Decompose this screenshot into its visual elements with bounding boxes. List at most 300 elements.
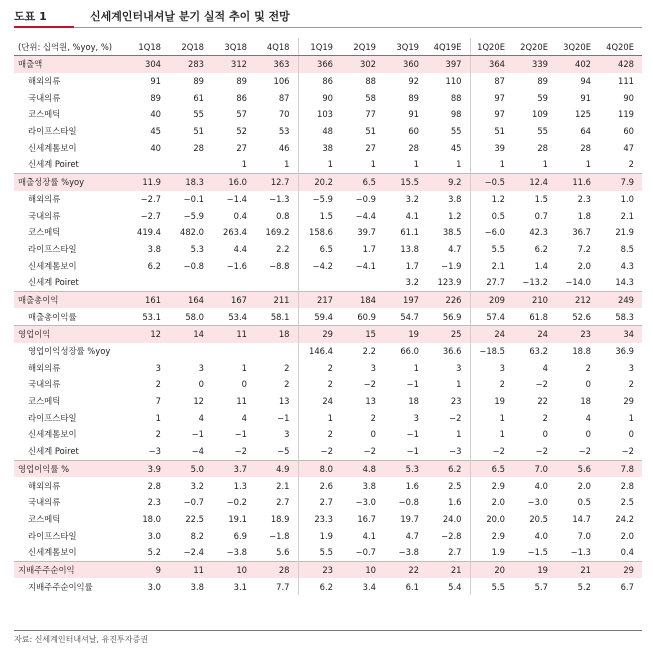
table-cell: 0.5: [577, 497, 591, 508]
table-cell: 4.4: [233, 243, 247, 254]
table-row: [14, 544, 642, 561]
table-cell: 15: [341, 326, 384, 343]
table-cell: −2: [535, 379, 548, 390]
source-note: 자료: 신세계인터내셔날, 유진투자증권: [14, 635, 148, 644]
table-cell: 36.9: [615, 346, 634, 357]
table-cell: 77: [365, 109, 376, 120]
table-cell: 88: [450, 92, 462, 103]
table-row: [14, 224, 642, 241]
column-header: 1Q18: [126, 38, 169, 56]
table-cell: −14.0: [565, 277, 591, 288]
table-cell: 89: [537, 76, 548, 87]
table-cell: 2.9: [470, 477, 513, 494]
table-cell: 2: [284, 379, 290, 390]
table-cell: 89: [193, 76, 204, 87]
table-cell: 3.8: [448, 193, 462, 204]
table-cell: 4.8: [341, 460, 384, 477]
table-cell: 28: [408, 142, 419, 153]
row-label: 국내의류: [28, 379, 61, 390]
table-section-row: [14, 460, 642, 477]
table-cell: 0: [585, 429, 591, 440]
table-row: [14, 494, 642, 511]
table-cell: 40: [150, 109, 161, 120]
table-cell: 3.8: [147, 243, 161, 254]
table-cell: 87: [470, 73, 513, 90]
table-cell: 90: [623, 92, 634, 103]
table-cell: 197: [384, 291, 427, 308]
table-row: [14, 477, 642, 494]
table-cell: 1: [628, 412, 634, 423]
table-cell: 53.1: [142, 311, 161, 322]
table-cell: 0: [542, 429, 548, 440]
table-cell: 2.3: [147, 497, 161, 508]
table-cell: 27: [365, 142, 376, 153]
header-row: [14, 38, 642, 56]
table-cell: 1: [542, 159, 548, 170]
table-cell: −1.5: [527, 547, 548, 558]
table-cell: −1: [277, 412, 290, 423]
table-cell: 18: [408, 396, 419, 407]
table-cell: 6.2: [534, 243, 548, 254]
table-cell: −3.0: [355, 497, 376, 508]
table-cell: 13: [278, 396, 290, 407]
table-cell: 1.0: [620, 193, 634, 204]
table-cell: 1.2: [470, 191, 513, 208]
table-cell: 103: [298, 106, 341, 123]
table-body: [14, 56, 642, 596]
row-label: 영업이익: [14, 326, 126, 343]
table-cell: 3.0: [147, 581, 161, 592]
table-cell: [298, 274, 341, 291]
table-cell: 2: [628, 379, 634, 390]
table-cell: 55: [450, 126, 462, 137]
table-cell: 36.6: [442, 346, 462, 357]
table-cell: 364: [470, 56, 513, 73]
table-cell: 8.5: [620, 243, 634, 254]
table-cell: 51: [193, 126, 204, 137]
table-cell: 4: [542, 362, 548, 373]
table-cell: 2.5: [448, 480, 462, 491]
table-cell: 5.0: [169, 460, 212, 477]
table-cell: 7.8: [599, 460, 642, 477]
table-cell: 23: [298, 561, 341, 578]
table-cell: 1.6: [448, 497, 462, 508]
table-cell: 2.2: [362, 346, 376, 357]
table-cell: 283: [169, 56, 212, 73]
table-cell: −13.2: [522, 277, 548, 288]
table-cell: 0.8: [276, 210, 290, 221]
table-cell: 2.9: [470, 527, 513, 544]
table-row: [14, 308, 642, 325]
table-cell: 0.7: [534, 210, 548, 221]
table-cell: 34: [599, 326, 642, 343]
row-label: 라이프스타일: [28, 412, 77, 423]
row-label: 신세계 Poiret: [28, 446, 79, 457]
table-cell: 2.5: [620, 497, 634, 508]
table-cell: 66.0: [400, 346, 419, 357]
table-cell: 4.7: [448, 243, 462, 254]
table-cell: 55: [193, 109, 204, 120]
table-cell: 2.8: [147, 480, 161, 491]
table-cell: 5.7: [534, 581, 548, 592]
table-cell: 18.3: [169, 173, 212, 190]
table-cell: 1: [284, 159, 290, 170]
table-cell: 2.7: [448, 547, 462, 558]
table-cell: 2: [470, 376, 513, 393]
table-cell: 211: [255, 291, 298, 308]
table-cell: 6.2: [147, 260, 161, 271]
table-cell: 210: [513, 291, 556, 308]
table-cell: 7.0: [577, 530, 591, 541]
table-cell: 18.9: [270, 513, 290, 524]
table-cell: 0: [370, 429, 376, 440]
table-cell: 53: [278, 126, 290, 137]
table-cell: 4.0: [534, 530, 548, 541]
table-cell: −1: [191, 429, 204, 440]
row-label: 영업이익률 %: [14, 460, 126, 477]
table-cell: 2.0: [620, 530, 634, 541]
table-cell: 1.8: [577, 210, 591, 221]
table-cell: [255, 343, 298, 360]
table-cell: [126, 343, 169, 360]
table-cell: 22: [384, 561, 427, 578]
row-label: 매출액: [14, 56, 126, 73]
table-cell: 2: [298, 426, 341, 443]
row-label: 코스메틱: [28, 227, 61, 238]
table-cell: 1.9: [470, 544, 513, 561]
table-cell: 9: [126, 561, 169, 578]
table-cell: 4: [198, 412, 204, 423]
table-cell: 339: [513, 56, 556, 73]
column-header: 1Q19: [298, 38, 341, 56]
table-cell: [169, 274, 212, 291]
table-cell: 158.6: [298, 224, 341, 241]
table-cell: −5.9: [298, 191, 341, 208]
table-cell: 20.0: [470, 511, 513, 528]
table-cell: −3.0: [527, 497, 548, 508]
table-cell: 4.7: [405, 530, 419, 541]
table-cell: 2.2: [276, 243, 290, 254]
row-label: 라이프스타일: [28, 243, 77, 254]
row-label: 해외의류: [28, 193, 61, 204]
table-cell: 58: [365, 92, 376, 103]
table-cell: 64: [580, 126, 591, 137]
table-cell: 0: [198, 379, 204, 390]
table-cell: 4.0: [534, 480, 548, 491]
table-cell: [169, 156, 212, 173]
table-cell: 169.2: [265, 227, 290, 238]
table-cell: −4.2: [298, 257, 341, 274]
table-cell: 1.7: [362, 243, 376, 254]
table-cell: −2: [298, 443, 341, 460]
table-cell: 1: [470, 156, 513, 173]
table-cell: 86: [236, 92, 247, 103]
row-label: 영업이익성장률 %yoy: [28, 346, 111, 357]
table-cell: 1: [456, 379, 462, 390]
table-cell: −2.8: [441, 530, 462, 541]
table-cell: 21: [556, 561, 599, 578]
table-row: [14, 511, 642, 528]
table-cell: 4.1: [405, 210, 419, 221]
table-cell: 2.8: [620, 480, 634, 491]
table-cell: 5.5: [298, 544, 341, 561]
column-header: 1Q20E: [470, 38, 513, 56]
table-cell: 19.1: [228, 513, 247, 524]
table-cell: [126, 274, 169, 291]
column-header: 4Q19E: [427, 38, 470, 56]
table-cell: 16.7: [357, 513, 376, 524]
table-cell: 3: [198, 362, 204, 373]
table-cell: 47: [623, 142, 634, 153]
table-cell: −1: [406, 446, 419, 457]
table-cell: −1: [406, 379, 419, 390]
row-label: 매출총이익률: [28, 311, 77, 322]
table-cell: 161: [126, 291, 169, 308]
column-header: 3Q20E: [556, 38, 599, 56]
row-label: 국내의류: [28, 497, 61, 508]
table-cell: 1.6: [405, 480, 419, 491]
table-cell: 12: [193, 396, 204, 407]
table-row: [14, 578, 642, 595]
table-cell: −2: [470, 443, 513, 460]
table-cell: 20.5: [529, 513, 548, 524]
table-cell: 13.8: [400, 243, 419, 254]
column-header: 3Q18: [212, 38, 255, 56]
column-header: 2Q18: [169, 38, 212, 56]
table-cell: 23.3: [298, 511, 341, 528]
row-label: 신세계톰보이: [28, 429, 77, 440]
table-cell: 11: [236, 396, 247, 407]
row-label: 해외의류: [28, 76, 61, 87]
column-header: 2Q19: [341, 38, 384, 56]
table-cell: 1: [413, 159, 419, 170]
table-cell: 402: [556, 56, 599, 73]
table-cell: 1: [470, 426, 513, 443]
table-cell: −3.8: [398, 547, 419, 558]
table-row: [14, 139, 642, 156]
table-cell: 7.2: [577, 243, 591, 254]
table-cell: 1: [456, 429, 462, 440]
table-row: [14, 274, 642, 291]
table-cell: −2: [621, 446, 634, 457]
table-cell: 0.5: [470, 207, 513, 224]
table-cell: 1.2: [448, 210, 462, 221]
table-cell: −2: [234, 446, 247, 457]
table-cell: 0: [585, 379, 591, 390]
table-cell: 1: [585, 159, 591, 170]
table-cell: 7.7: [276, 581, 290, 592]
table-cell: 59: [537, 92, 548, 103]
table-cell: 29: [298, 326, 341, 343]
row-label: 매출총이익: [14, 291, 126, 308]
table-section-row: [14, 173, 642, 190]
table-cell: −0.9: [355, 193, 376, 204]
table-cell: 16.0: [212, 173, 255, 190]
table-cell: 3.2: [405, 193, 419, 204]
table-cell: 89: [236, 76, 247, 87]
table-cell: [212, 343, 255, 360]
table-cell: 111: [618, 76, 634, 87]
row-label: 코스메틱: [28, 513, 61, 524]
table-cell: 38: [298, 139, 341, 156]
table-cell: 2: [155, 379, 161, 390]
figure-tag: 도표 1: [14, 10, 47, 23]
table-cell: −2: [578, 446, 591, 457]
table-cell: −2: [535, 446, 548, 457]
table-cell: 3.2: [405, 277, 419, 288]
table-cell: 1.9: [298, 527, 341, 544]
table-cell: −4.4: [355, 210, 376, 221]
table-cell: 1: [456, 159, 462, 170]
table-cell: 3: [284, 429, 290, 440]
table-cell: [169, 343, 212, 360]
table-cell: 2: [298, 359, 341, 376]
table-cell: −8.8: [269, 260, 290, 271]
table-cell: 164: [169, 291, 212, 308]
table-cell: 146.4: [298, 343, 341, 360]
table-row: [14, 106, 642, 123]
table-cell: 6.2: [427, 460, 470, 477]
table-cell: 51: [365, 126, 376, 137]
table-cell: 28: [580, 142, 591, 153]
table-cell: −2.7: [140, 193, 161, 204]
table-cell: 91: [408, 109, 419, 120]
table-row: [14, 257, 642, 274]
table-cell: 1: [241, 362, 247, 373]
table-cell: 58.0: [185, 311, 204, 322]
table-row: [14, 426, 642, 443]
table-cell: 110: [445, 76, 462, 87]
table-cell: 52.6: [572, 311, 591, 322]
table-cell: 6.1: [405, 581, 419, 592]
table-cell: 1.3: [233, 480, 247, 491]
table-cell: 3: [628, 362, 634, 373]
table-cell: 4.1: [362, 530, 376, 541]
table-cell: 45: [450, 142, 462, 153]
table-cell: 21: [427, 561, 470, 578]
table-cell: 2: [585, 362, 591, 373]
table-cell: 5.6: [276, 547, 290, 558]
table-cell: 61.8: [529, 311, 548, 322]
table-cell: 2.6: [298, 477, 341, 494]
table-cell: 38.5: [442, 227, 462, 238]
table-cell: 5.6: [556, 460, 599, 477]
table-cell: 3: [470, 359, 513, 376]
table-cell: 29: [599, 561, 642, 578]
table-cell: 24.2: [615, 513, 634, 524]
table-cell: −18.5: [470, 343, 513, 360]
table-cell: 19.7: [400, 513, 419, 524]
table-cell: 97: [470, 89, 513, 106]
table-cell: 1: [155, 412, 161, 423]
table-cell: 125: [575, 109, 591, 120]
table-cell: 2: [155, 429, 161, 440]
table-cell: 2.0: [470, 494, 513, 511]
table-cell: 91: [580, 92, 591, 103]
table-cell: −1.4: [226, 193, 247, 204]
table-cell: 428: [599, 56, 642, 73]
table-cell: 10: [212, 561, 255, 578]
table-row: [14, 343, 642, 360]
table-cell: 5.2: [147, 547, 161, 558]
table-cell: 19: [513, 561, 556, 578]
row-label: 지배주주순이익률: [28, 581, 93, 592]
table-cell: 12: [126, 326, 169, 343]
table-cell: 20: [470, 561, 513, 578]
table-cell: 304: [126, 56, 169, 73]
table-cell: 18: [255, 326, 298, 343]
table-cell: 263.4: [223, 227, 247, 238]
table-cell: 56.9: [442, 311, 462, 322]
table-cell: 39.7: [357, 227, 376, 238]
column-header: 3Q19: [384, 38, 427, 56]
table-cell: 24: [470, 326, 513, 343]
table-cell: 9.2: [427, 173, 470, 190]
table-cell: 217: [298, 291, 341, 308]
table-cell: 2.1: [620, 210, 634, 221]
row-label: 해외의류: [28, 362, 61, 373]
unit-label: (단위: 십억원, %yoy, %): [14, 38, 126, 56]
row-label: 지배주주순이익: [14, 561, 126, 578]
table-cell: 8.2: [190, 530, 204, 541]
table-cell: 88: [365, 76, 376, 87]
row-label: 라이프스타일: [28, 126, 77, 137]
table-cell: −2: [363, 379, 376, 390]
table-cell: 59.4: [298, 308, 341, 325]
table-cell: 0: [241, 379, 247, 390]
table-cell: 360: [384, 56, 427, 73]
table-cell: 14.7: [572, 513, 591, 524]
table-cell: 58.3: [615, 311, 634, 322]
table-cell: 1: [298, 409, 341, 426]
table-cell: 28: [193, 142, 204, 153]
table-row: [14, 207, 642, 224]
table-cell: 18.8: [572, 346, 591, 357]
table-row: [14, 89, 642, 106]
table-cell: 22.5: [185, 513, 204, 524]
table-cell: −0.7: [355, 547, 376, 558]
table-cell: 11.6: [556, 173, 599, 190]
table-cell: 1: [241, 159, 247, 170]
table-cell: −5.9: [183, 210, 204, 221]
table-cell: 366: [298, 56, 341, 73]
table-cell: 46: [278, 142, 290, 153]
table-cell: 48: [298, 123, 341, 140]
table-cell: −0.2: [226, 497, 247, 508]
row-label: 코스메틱: [28, 396, 61, 407]
table-cell: 57: [236, 109, 247, 120]
table-cell: 10: [341, 561, 384, 578]
table-cell: 1: [470, 409, 513, 426]
table-cell: 8.0: [298, 460, 341, 477]
table-cell: 98: [450, 109, 462, 120]
table-cell: −1.3: [570, 547, 591, 558]
table-cell: −2: [363, 446, 376, 457]
table-cell: −1.6: [226, 260, 247, 271]
table-cell: 86: [298, 73, 341, 90]
column-header: 4Q20E: [599, 38, 642, 56]
row-label: 국내의류: [28, 210, 61, 221]
table-cell: −2.7: [140, 210, 161, 221]
table-cell: 28: [255, 561, 298, 578]
table-row: [14, 191, 642, 208]
table-cell: 5.4: [448, 581, 462, 592]
table-cell: −6.0: [470, 224, 513, 241]
table-cell: 1.7: [405, 260, 419, 271]
table-cell: 363: [255, 56, 298, 73]
table-bottom-rule: [14, 630, 642, 631]
table-cell: 1.5: [298, 207, 341, 224]
